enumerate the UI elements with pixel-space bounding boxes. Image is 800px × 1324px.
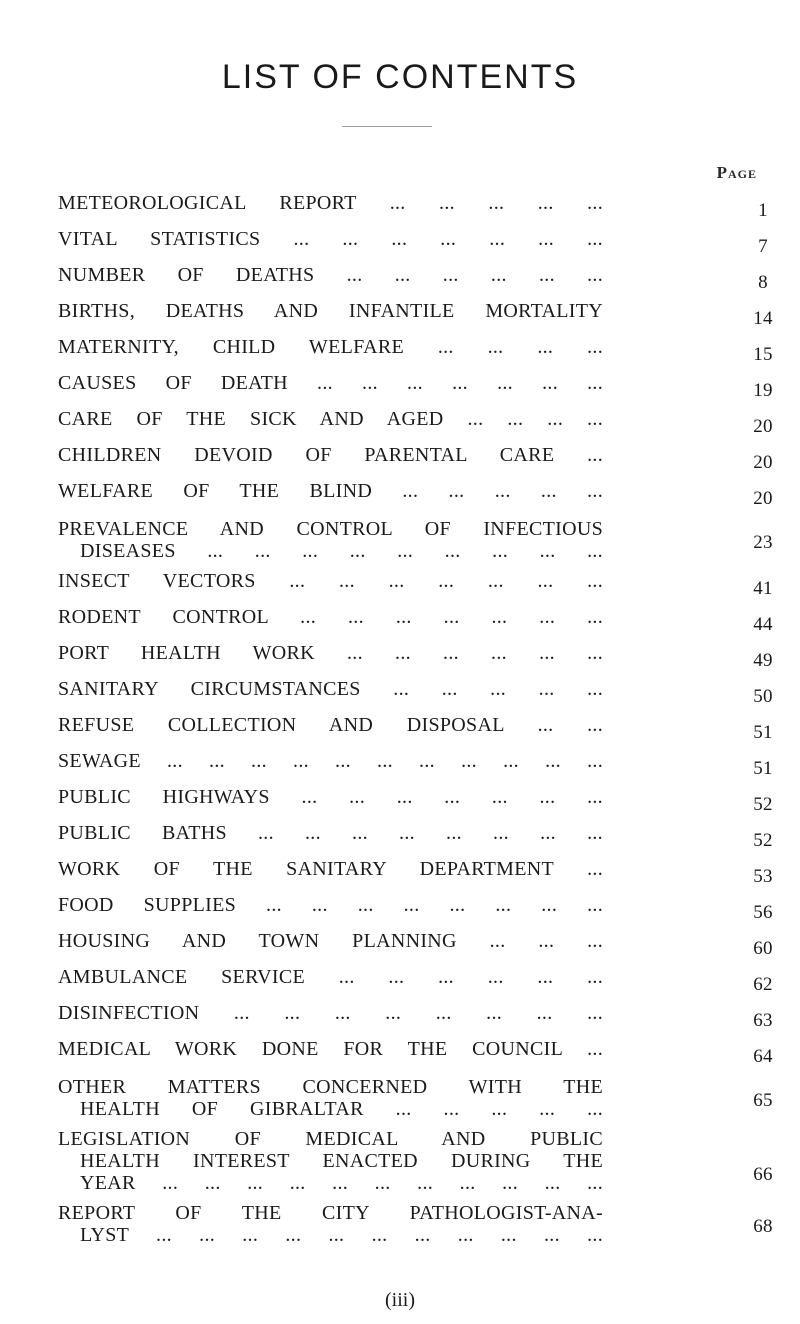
toc-entry (58, 1038, 788, 1074)
toc-entry (58, 1002, 788, 1038)
toc-entry-page-number: 15 (753, 344, 773, 365)
toc-entry-title-line: HOUSING AND TOWN PLANNING ... ... ... (58, 930, 603, 952)
toc-entry (58, 408, 788, 444)
toc-entry (58, 518, 788, 562)
toc-entry-title-line: REPORT OF THE CITY PATHOLOGIST-ANA- (58, 1202, 603, 1224)
toc-entry-title-line: AMBULANCE SERVICE ... ... ... ... ... ... (58, 966, 603, 988)
toc-entry (58, 858, 788, 894)
toc-entry-title-line: NUMBER OF DEATHS ... ... ... ... ... ... (58, 264, 603, 286)
toc-entry (58, 336, 788, 372)
toc-entry-page-number: 51 (753, 758, 773, 779)
toc-entry (58, 264, 788, 300)
toc-entry-page-number: 62 (753, 974, 773, 995)
toc-entry-page-number: 41 (753, 578, 773, 599)
toc-entry-title-line: VITAL STATISTICS ... ... ... ... ... ... ... (58, 228, 603, 250)
toc-entry-page-number: 14 (753, 308, 773, 329)
toc-entry-title-line: PUBLIC HIGHWAYS ... ... ... ... ... ... ... (58, 786, 603, 808)
toc-entry-title-line: CHILDREN DEVOID OF PARENTAL CARE ... (58, 444, 603, 466)
toc-entry-title-line: YEAR ... ... ... ... ... ... ... ... ... ... ... (80, 1172, 603, 1194)
toc-entry-title-line: WELFARE OF THE BLIND ... ... ... ... ... (58, 480, 603, 502)
toc-entry-page-number: 50 (753, 686, 773, 707)
toc-entry-title-line: DISEASES ... ... ... ... ... ... ... ... ... (80, 540, 603, 562)
toc-entry (58, 930, 788, 966)
toc-entry-title-line: LYST ... ... ... ... ... ... ... ... ... ... ... (80, 1224, 603, 1246)
toc-entry-title-line: OTHER MATTERS CONCERNED WITH THE (58, 1076, 603, 1098)
toc-entry-title-line: WORK OF THE SANITARY DEPARTMENT ... (58, 858, 603, 880)
toc-entry (58, 966, 788, 1002)
page-title: LIST OF CONTENTS (221, 58, 579, 96)
toc-entry-title-line: SEWAGE ... ... ... ... ... ... ... ... ... ... ... (58, 750, 603, 772)
toc-entry-title-line: REFUSE COLLECTION AND DISPOSAL ... ... (58, 714, 603, 736)
toc-entry-page-number: 63 (753, 1010, 773, 1031)
toc-entry-page-number: 20 (753, 488, 773, 509)
toc-entry (58, 714, 788, 750)
toc-entry (58, 606, 788, 642)
page-column-heading: Page (716, 163, 757, 182)
toc-entry-title-line: PUBLIC BATHS ... ... ... ... ... ... ... ... (58, 822, 603, 844)
toc-entry-title-line: BIRTHS, DEATHS AND INFANTILE MORTALITY (58, 300, 603, 322)
toc-entry-title-line: INSECT VECTORS ... ... ... ... ... ... ... (58, 570, 603, 592)
toc-entry (58, 192, 788, 228)
title-divider (342, 126, 432, 127)
toc-entry-page-number: 68 (753, 1216, 773, 1237)
toc-entry-page-number: 49 (753, 650, 773, 671)
toc-entry (58, 480, 788, 516)
toc-entry (58, 678, 788, 714)
toc-entry-title-line: SANITARY CIRCUMSTANCES ... ... ... ... ... (58, 678, 603, 700)
toc-entry-page-number: 19 (753, 380, 773, 401)
toc-entry-page-number: 20 (753, 416, 773, 437)
toc-entry-page-number: 56 (753, 902, 773, 923)
toc-entry-page-number: 60 (753, 938, 773, 959)
toc-entry (58, 372, 788, 408)
toc-entry (58, 1202, 788, 1246)
toc-entry-title-line: PORT HEALTH WORK ... ... ... ... ... ... (58, 642, 603, 664)
toc-entry (58, 786, 788, 822)
toc-entry-title-line: MATERNITY, CHILD WELFARE ... ... ... ... (58, 336, 603, 358)
toc-entry-page-number: 20 (753, 452, 773, 473)
table-of-contents (58, 192, 788, 1254)
toc-entry-title-line: LEGISLATION OF MEDICAL AND PUBLIC (58, 1128, 603, 1150)
toc-entry-page-number: 51 (753, 722, 773, 743)
toc-entry-title-line: RODENT CONTROL ... ... ... ... ... ... ... (58, 606, 603, 628)
toc-entry-page-number: 52 (753, 794, 773, 815)
toc-entry (58, 300, 788, 336)
toc-entry-page-number: 44 (753, 614, 773, 635)
toc-entry-title-line: HEALTH INTEREST ENACTED DURING THE (80, 1150, 603, 1172)
toc-entry (58, 570, 788, 606)
toc-entry-title-line: METEOROLOGICAL REPORT ... ... ... ... ... (58, 192, 603, 214)
toc-entry-page-number: 7 (758, 236, 768, 257)
toc-entry-page-number: 8 (758, 272, 768, 293)
toc-entry (58, 444, 788, 480)
toc-entry (58, 642, 788, 678)
toc-entry-page-number: 52 (753, 830, 773, 851)
toc-entry-page-number: 64 (753, 1046, 773, 1067)
page-number-footer: (iii) (385, 1289, 415, 1311)
toc-entry-page-number: 1 (758, 200, 768, 221)
toc-entry-title-line: HEALTH OF GIBRALTAR ... ... ... ... ... (80, 1098, 603, 1120)
toc-entry (58, 894, 788, 930)
toc-entry (58, 822, 788, 858)
toc-entry-page-number: 66 (753, 1164, 773, 1185)
toc-entry-title-line: FOOD SUPPLIES ... ... ... ... ... ... ... ... (58, 894, 603, 916)
toc-entry (58, 228, 788, 264)
toc-entry-title-line: DISINFECTION ... ... ... ... ... ... ... ... (58, 1002, 603, 1024)
toc-entry-title-line: CAUSES OF DEATH ... ... ... ... ... ... ... (58, 372, 603, 394)
toc-entry-title-line: CARE OF THE SICK AND AGED ... ... ... ... (58, 408, 603, 430)
toc-entry (58, 750, 788, 786)
toc-entry (58, 1076, 788, 1120)
toc-entry (58, 1128, 788, 1194)
toc-entry-page-number: 53 (753, 866, 773, 887)
toc-entry-title-line: PREVALENCE AND CONTROL OF INFECTIOUS (58, 518, 603, 540)
toc-entry-title-line: MEDICAL WORK DONE FOR THE COUNCIL ... (58, 1038, 603, 1060)
toc-entry-page-number: 23 (753, 532, 773, 553)
toc-entry-page-number: 65 (753, 1090, 773, 1111)
